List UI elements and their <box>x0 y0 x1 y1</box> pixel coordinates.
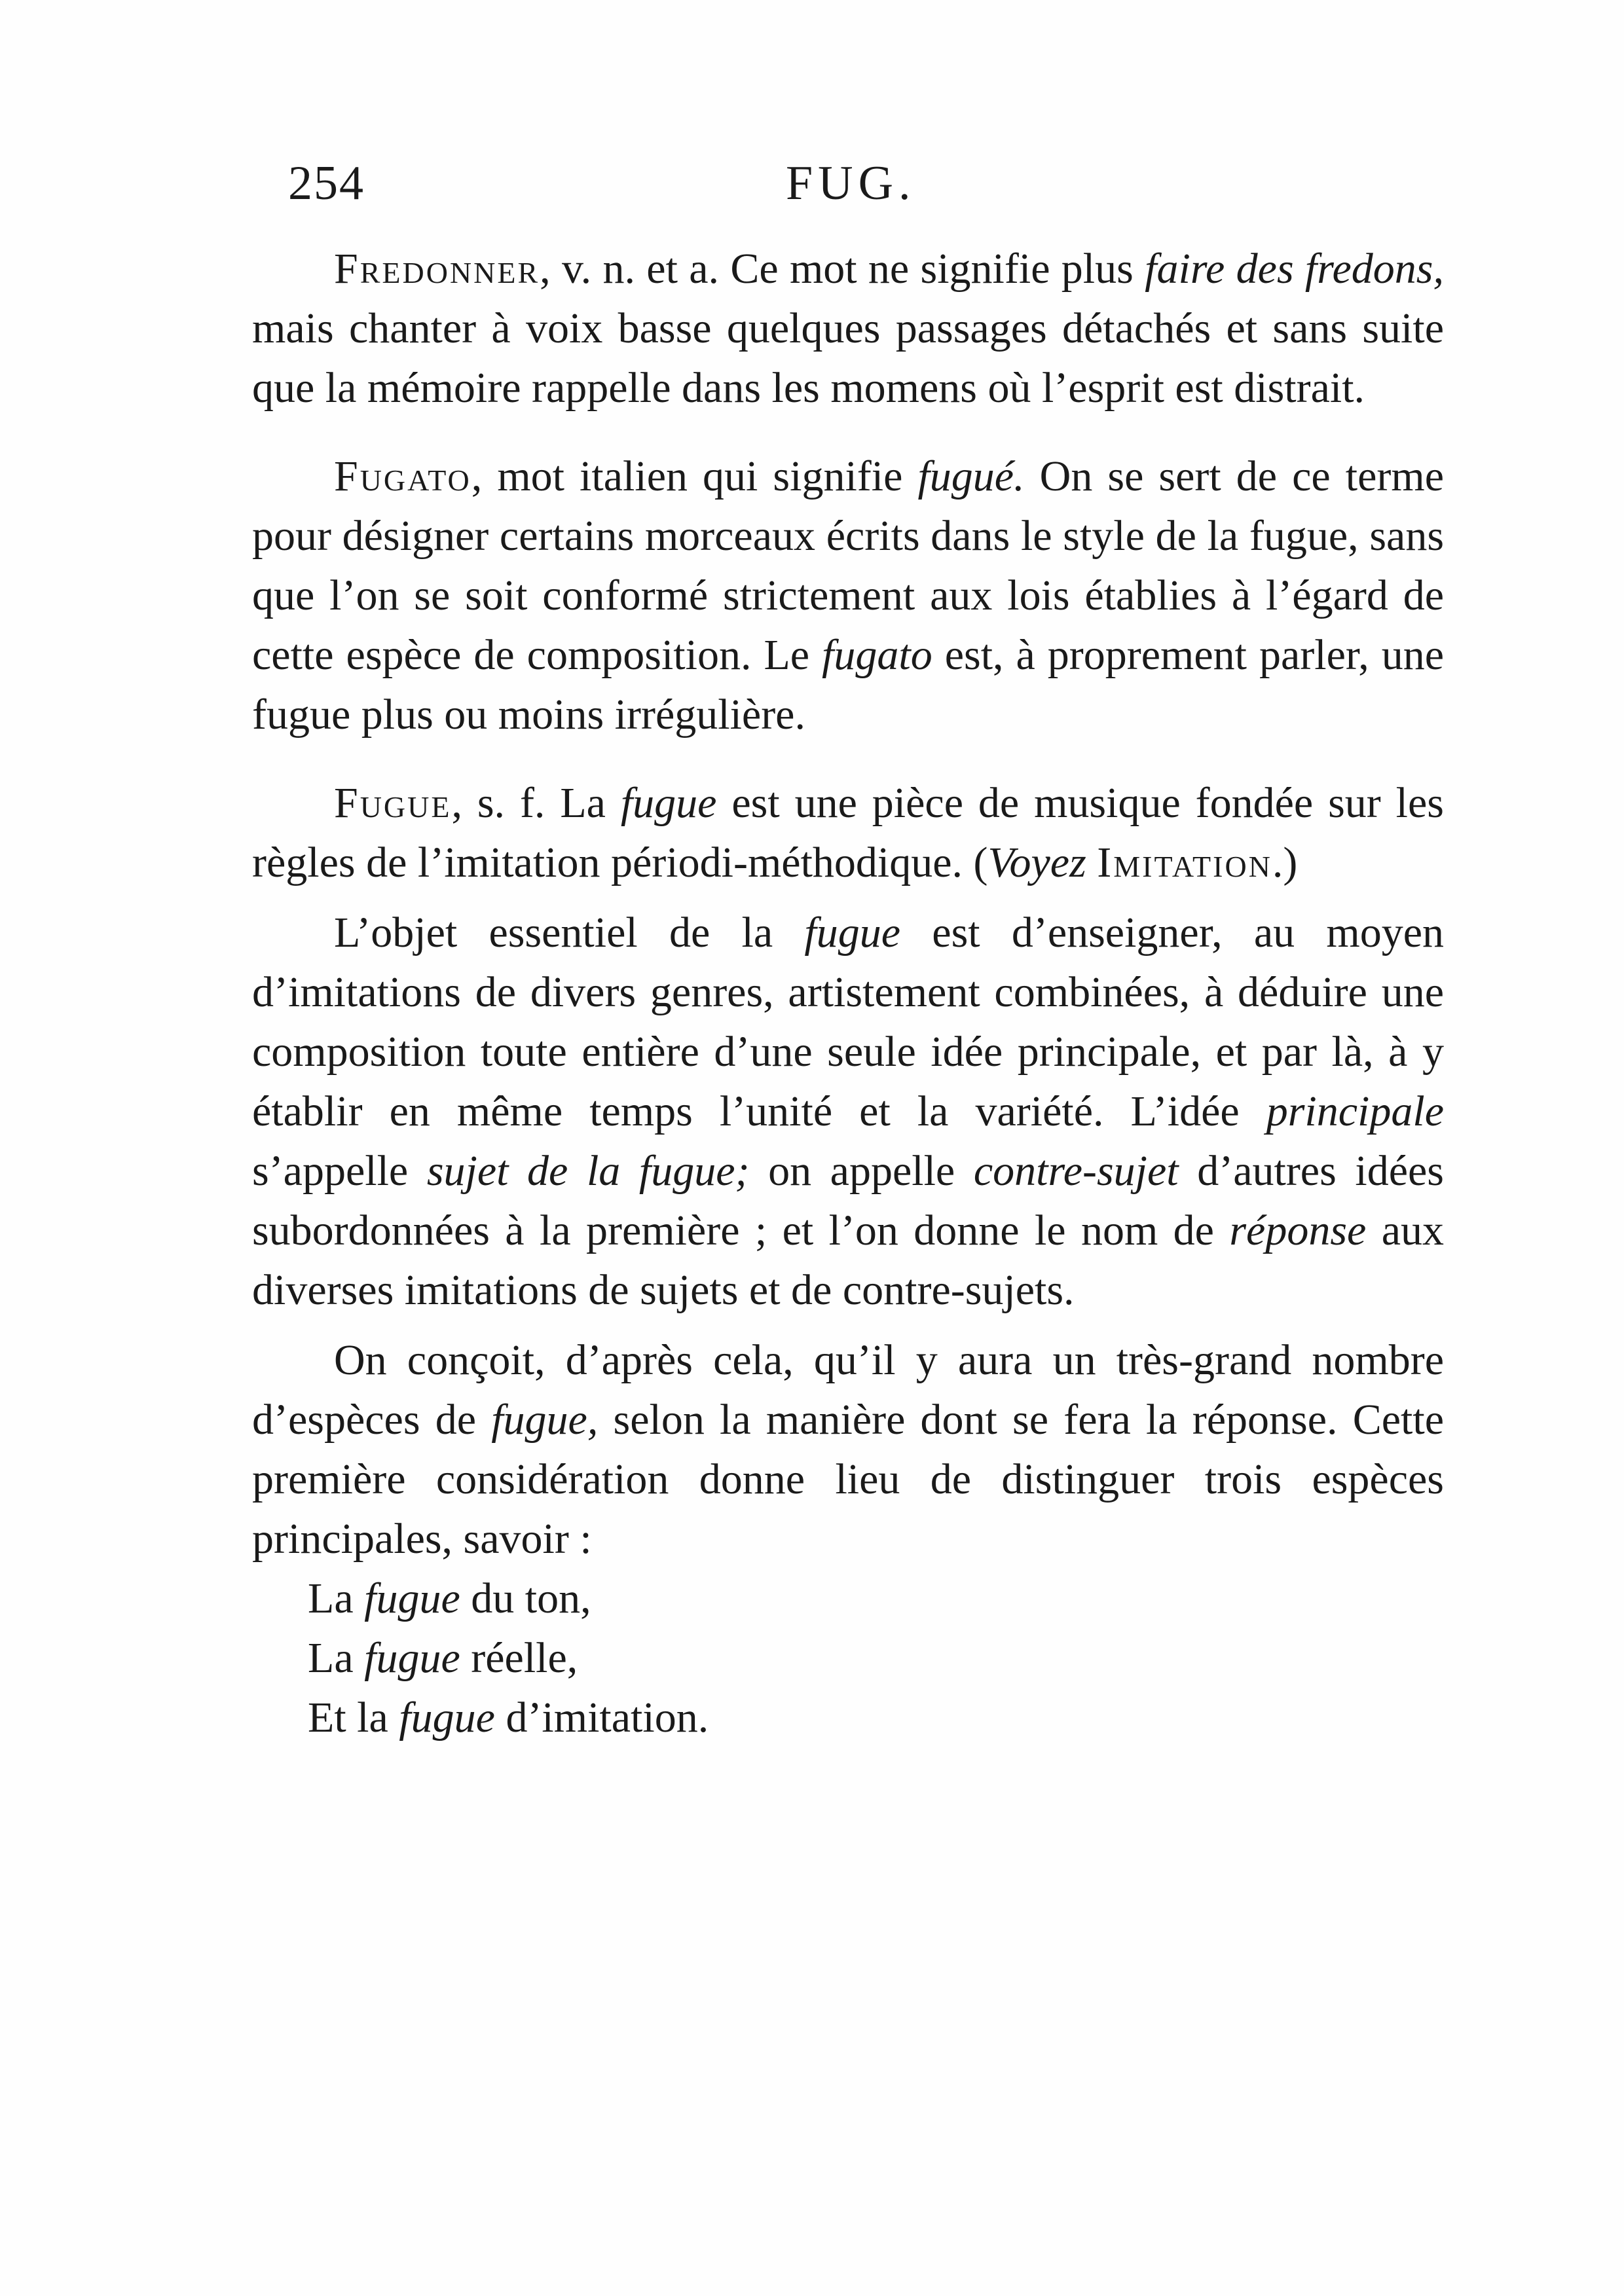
list-item <box>252 1628 1444 1688</box>
entry-text: est, à proprement parler, une fugue plus ou moins irrégulière. <box>252 631 1444 738</box>
paragraph-concoit <box>252 1330 1444 1569</box>
entry-fugue <box>252 773 1444 892</box>
entry-text <box>1086 839 1098 886</box>
italic-term: fugue <box>620 779 717 827</box>
page-number: 254 <box>288 156 365 210</box>
entry-text: mais chanter à voix basse quelques passages détachés et sans suite que la mémoire rappelle dans les momens où l’esprit est distrait. <box>252 304 1444 412</box>
headword: Fugue <box>334 779 452 827</box>
headword: Fredonner <box>334 245 540 293</box>
italic-term: fugue <box>364 1575 460 1622</box>
paragraph-objet <box>252 903 1444 1320</box>
entry-text: On se sert de ce terme pour désigner certains morceaux écrits dans le style de la fugue, sans que l’on se soit conformé strictement aux lois établies à l’égard de cette espèce de composition. Le <box>252 452 1444 679</box>
page-body <box>252 239 1444 1747</box>
list-item <box>252 1569 1444 1628</box>
cross-reference: Imitation <box>1097 839 1272 886</box>
list-text: réelle, <box>460 1634 578 1682</box>
headword: Fugato <box>334 452 471 500</box>
italic-term: réponse <box>1229 1207 1367 1254</box>
entry-text: On conçoit, d’après cela, qu’il y aura un très-grand nombre d’espèces de <box>252 1336 1444 1444</box>
entry-text: selon la manière dont se fera la réponse. Cette première considération donne lieu de distinguer trois espèces principales, savoir : <box>252 1396 1444 1563</box>
italic-term: fugue <box>804 909 901 957</box>
list-text: du ton, <box>460 1575 591 1622</box>
italic-term: fugato <box>822 631 932 679</box>
list-text: La <box>308 1634 365 1682</box>
entry-text: on appelle <box>749 1147 974 1195</box>
list-text: Et la <box>308 1694 399 1741</box>
entry-text: L’objet essentiel de la <box>334 909 805 957</box>
entry-text: s’appelle <box>252 1147 427 1195</box>
list-text: La <box>308 1575 365 1622</box>
entry-text: , v. n. et a. Ce mot ne signifie plus <box>540 245 1145 293</box>
entry-text: , s. f. La <box>451 779 621 827</box>
entry-fredonner <box>252 239 1444 418</box>
entry-text: d’autres idées subordonnées à la première ; et l’on donne le nom de <box>252 1147 1444 1254</box>
entry-text: .) <box>1272 839 1298 886</box>
italic-term: contre-sujet <box>973 1147 1179 1195</box>
italic-term: fugue <box>399 1694 495 1741</box>
italic-term: principale <box>1266 1087 1444 1135</box>
list-text: d’imitation. <box>494 1694 709 1741</box>
running-head: FUG. <box>786 156 916 210</box>
list-item <box>252 1688 1444 1747</box>
entry-text: , mot italien qui signifie <box>471 452 918 500</box>
entry-text: est une pièce de musique fondée sur les règles de l’imitation périodi-méthodique. ( <box>252 779 1444 886</box>
italic-term: fugue, <box>491 1396 599 1444</box>
entry-text: est d’enseigner, au moyen d’imitations de divers genres, artistement combinées, à déduire une composition toute entière d’une seule idée principale, et par là, à y établir en même temps l’unité et la variété. L’idée <box>252 909 1444 1135</box>
italic-term: fugué. <box>917 452 1025 500</box>
entry-text: aux diverses imitations de sujets et de contre-sujets. <box>252 1207 1444 1314</box>
italic-term: faire des fredons, <box>1145 245 1444 293</box>
page-header <box>288 147 1441 219</box>
italic-term: Voyez <box>987 839 1086 886</box>
italic-term: fugue <box>364 1634 460 1682</box>
italic-term: sujet de la fugue; <box>426 1147 750 1195</box>
entry-fugato <box>252 446 1444 744</box>
